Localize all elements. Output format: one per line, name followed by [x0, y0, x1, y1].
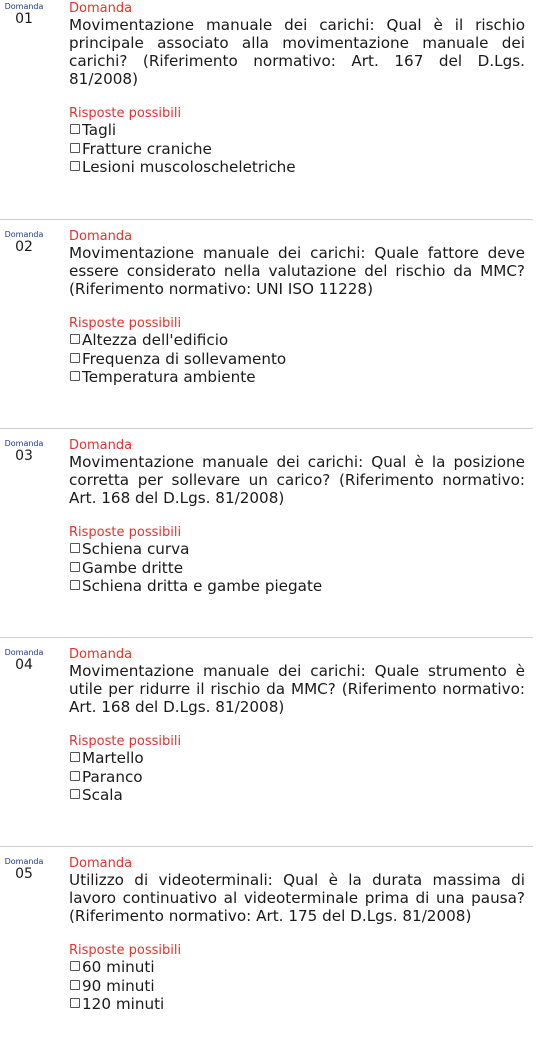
question-number: 01: [15, 11, 33, 27]
question-number-badge: [4, 857, 44, 881]
checkbox-icon[interactable]: [70, 124, 80, 134]
answer-option[interactable]: [69, 977, 525, 996]
answer-text: Paranco: [82, 767, 143, 786]
answer-text: Lesioni muscoloscheletriche: [82, 158, 296, 176]
question-content: [69, 439, 525, 596]
answer-option[interactable]: [69, 368, 525, 387]
question-content: [69, 648, 525, 805]
side-label: Domanda: [4, 439, 44, 448]
question-text: Movimentazione manuale dei carichi: Qual è la posizione corretta per sollevare un carico? (Riferimento normativo: Art. 168 del D.Lgs. 81/2008): [69, 453, 525, 507]
answer-option[interactable]: [69, 577, 525, 596]
answer-option[interactable]: [69, 350, 525, 369]
checkbox-icon[interactable]: [70, 752, 80, 762]
side-label: Domanda: [4, 857, 44, 866]
answer-text: Martello: [82, 749, 144, 767]
answer-text: Schiena dritta e gambe piegate: [82, 577, 323, 595]
question-label: Domanda: [69, 856, 133, 871]
divider: [0, 219, 533, 220]
answer-option[interactable]: [69, 958, 525, 977]
question-number: 04: [15, 657, 33, 673]
answer-text: 60 minuti: [82, 958, 155, 976]
question-number-badge: [4, 230, 44, 254]
side-label: Domanda: [4, 648, 44, 657]
question-label: Domanda: [69, 647, 133, 662]
divider: [0, 846, 533, 847]
checkbox-icon[interactable]: [70, 353, 80, 363]
answer-text: 120 minuti: [82, 995, 165, 1013]
question-label: Domanda: [69, 229, 133, 244]
divider: [0, 428, 533, 429]
answers-label: Risposte possibili: [69, 525, 182, 540]
checkbox-icon[interactable]: [70, 371, 80, 381]
side-label: Domanda: [4, 2, 44, 11]
question-text: Movimentazione manuale dei carichi: Quale strumento è utile per ridurre il rischio da MMC? (Riferimento normativo: Art. 168 del D.Lgs. 81/2008): [69, 662, 525, 716]
divider: [0, 637, 533, 638]
question-content: [69, 857, 525, 1014]
question-number-badge: [4, 2, 44, 26]
answer-option[interactable]: [69, 140, 525, 159]
checkbox-icon[interactable]: [70, 562, 80, 572]
answer-option[interactable]: [69, 995, 525, 1014]
checkbox-icon[interactable]: [70, 771, 80, 781]
question-content: [69, 2, 525, 177]
answer-text: Tagli: [82, 121, 117, 139]
answer-option[interactable]: [69, 768, 525, 787]
answer-text: Schiena curva: [82, 540, 190, 558]
question-text: Utilizzo di videoterminali: Qual è la durata massima di lavoro continuativo al videoterminale prima di una pausa? (Riferimento normativo: Art. 175 del D.Lgs. 81/2008): [69, 871, 525, 925]
answer-text: Gambe dritte: [82, 558, 184, 577]
question-text: Movimentazione manuale dei carichi: Quale fattore deve essere considerato nella valutazione del rischio da MMC? (Riferimento normativo: UNI ISO 11228): [69, 244, 525, 298]
question-number: 05: [15, 866, 33, 882]
answer-text: Frequenza di sollevamento: [82, 349, 287, 368]
checkbox-icon[interactable]: [70, 980, 80, 990]
answer-text: Temperatura ambiente: [82, 368, 256, 386]
question-number-badge: [4, 439, 44, 463]
question-number-badge: [4, 648, 44, 672]
answer-option[interactable]: [69, 158, 525, 177]
question-label: Domanda: [69, 438, 133, 453]
answers-label: Risposte possibili: [69, 943, 182, 958]
question-number: 03: [15, 448, 33, 464]
answer-text: 90 minuti: [82, 976, 155, 995]
answer-option[interactable]: [69, 749, 525, 768]
answer-text: Fratture craniche: [82, 139, 212, 158]
answer-option[interactable]: [69, 559, 525, 578]
checkbox-icon[interactable]: [70, 789, 80, 799]
checkbox-icon[interactable]: [70, 961, 80, 971]
question-number: 02: [15, 239, 33, 255]
answer-option[interactable]: [69, 786, 525, 805]
answer-option[interactable]: [69, 121, 525, 140]
checkbox-icon[interactable]: [70, 143, 80, 153]
answer-option[interactable]: [69, 540, 525, 559]
question-text: Movimentazione manuale dei carichi: Qual è il rischio principale associato alla movimentazione manuale dei carichi? (Riferimento normativo: Art. 167 del D.Lgs. 81/2008): [69, 16, 525, 88]
checkbox-icon[interactable]: [70, 161, 80, 171]
answers-label: Risposte possibili: [69, 734, 182, 749]
checkbox-icon[interactable]: [70, 543, 80, 553]
answers-label: Risposte possibili: [69, 316, 182, 331]
checkbox-icon[interactable]: [70, 998, 80, 1008]
answer-text: Altezza dell'edificio: [82, 331, 229, 349]
answers-label: Risposte possibili: [69, 106, 182, 121]
checkbox-icon[interactable]: [70, 334, 80, 344]
answer-option[interactable]: [69, 331, 525, 350]
question-content: [69, 230, 525, 387]
side-label: Domanda: [4, 230, 44, 239]
checkbox-icon[interactable]: [70, 580, 80, 590]
question-label: Domanda: [69, 1, 133, 16]
answer-text: Scala: [82, 786, 123, 804]
